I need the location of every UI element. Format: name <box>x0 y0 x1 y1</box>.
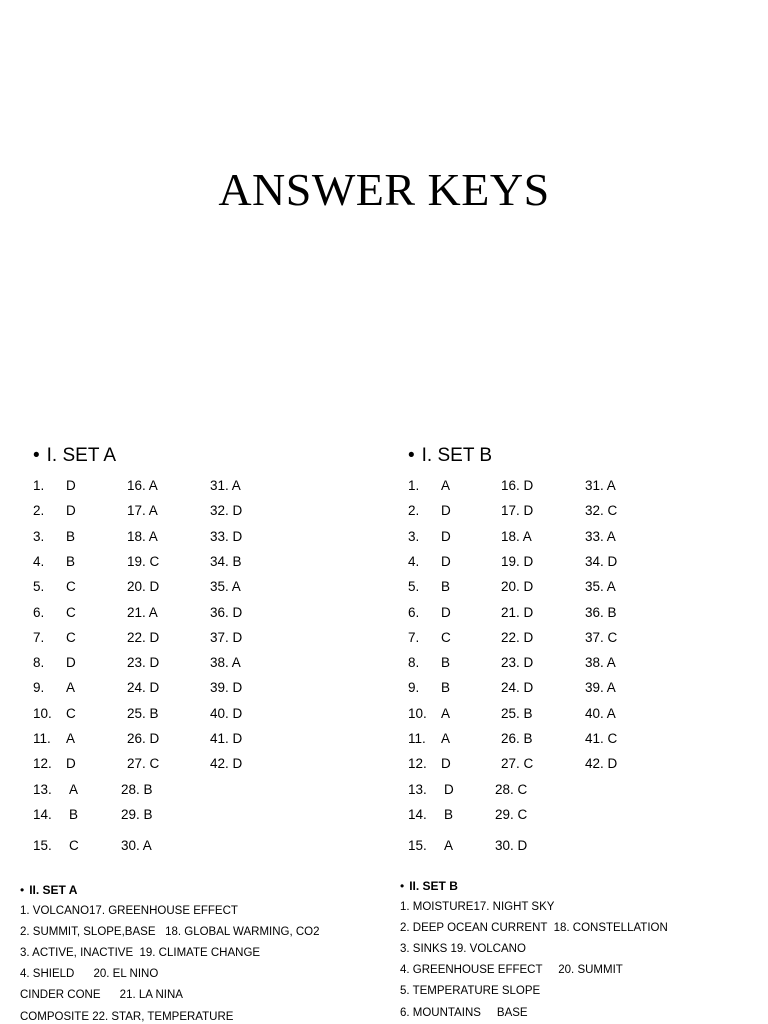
answer-item: 31. A <box>585 478 616 493</box>
answer-letter: C <box>69 838 79 853</box>
answer-number: 8. <box>408 655 420 671</box>
answer-number: 1. <box>33 478 45 493</box>
answer-number: 7. <box>408 629 420 645</box>
page-title: ANSWER KEYS <box>218 164 550 215</box>
answer-item: 38. A <box>585 655 616 671</box>
answer-item: 42. D <box>585 756 618 772</box>
answer-letter: C <box>66 629 76 645</box>
answer-number: 15. <box>33 838 52 853</box>
set-b-part2-heading: • II. SET B <box>400 879 458 893</box>
answer-item: 16. D <box>501 478 534 493</box>
answer-number: 3. <box>408 528 420 544</box>
term-line: CINDER CONE 21. LA NINA <box>20 989 183 1002</box>
answer-item: 22. D <box>501 629 534 645</box>
answer-letter: A <box>441 705 451 721</box>
term-line: 1. MOISTURE17. NIGHT SKY <box>400 901 555 913</box>
answer-number: 13. <box>408 781 427 797</box>
answer-letter: B <box>69 806 79 822</box>
answer-number: 15. <box>408 838 427 853</box>
answer-letter: A <box>69 781 79 797</box>
answer-item: 23. D <box>127 655 160 671</box>
answer-letter: D <box>66 478 76 493</box>
answer-item: 34. D <box>585 553 618 569</box>
answer-letter: B <box>66 528 76 544</box>
answer-number: 14. <box>408 806 427 822</box>
answer-letter: D <box>441 528 451 544</box>
answer-item: 29. B <box>121 806 153 822</box>
answer-item: 31. A <box>210 478 241 493</box>
answer-number: 10. <box>408 705 427 721</box>
answer-letter: C <box>66 604 76 620</box>
answer-item: 29. C <box>495 806 528 822</box>
term-line: 1. VOLCANO17. GREENHOUSE EFFECT <box>20 905 238 917</box>
term-line: 5. TEMPERATURE SLOPE <box>400 985 541 998</box>
term-line: COMPOSITE 22. STAR, TEMPERATURE <box>20 1010 234 1023</box>
answer-item: 39. D <box>210 680 243 696</box>
answer-letter: B <box>441 680 451 696</box>
answer-number: 14. <box>33 806 52 822</box>
term-line: 4. SHIELD 20. EL NINO <box>20 968 159 981</box>
term-line: 6. MOUNTAINS BASE <box>400 1006 528 1019</box>
answer-letter: B <box>441 655 451 671</box>
answer-item: 39. A <box>585 680 616 696</box>
answer-number: 5. <box>33 579 45 595</box>
answer-number: 10. <box>33 705 52 721</box>
answer-item: 30. A <box>121 838 152 853</box>
answer-item: 38. A <box>210 655 241 671</box>
answer-letter: C <box>441 629 451 645</box>
set-b-heading: • I. SET B <box>408 445 493 466</box>
answer-letter: D <box>66 503 76 519</box>
answer-letter: B <box>444 806 454 822</box>
answer-letter: A <box>66 680 76 696</box>
bullet-icon: • <box>20 883 25 897</box>
answer-number: 3. <box>33 528 45 544</box>
answer-item: 21. A <box>127 604 158 620</box>
answer-item: 36. B <box>585 604 617 620</box>
bullet-icon: • <box>400 879 405 893</box>
answer-item: 40. D <box>210 705 243 721</box>
answer-number: 2. <box>408 503 420 519</box>
answer-item: 42. D <box>210 756 243 772</box>
answer-item: 18. A <box>501 528 532 544</box>
answer-item: 26. D <box>127 731 160 746</box>
answer-letter: D <box>444 781 454 797</box>
answer-item: 28. B <box>121 781 153 797</box>
answer-letter: A <box>66 731 76 746</box>
answer-number: 12. <box>408 756 427 772</box>
answer-letter: B <box>66 553 76 569</box>
answer-item: 28. C <box>495 781 528 797</box>
answer-item: 19. D <box>501 553 534 569</box>
term-line: 2. DEEP OCEAN CURRENT 18. CONSTELLATION <box>400 922 668 935</box>
answer-item: 35. A <box>585 579 616 595</box>
answer-item: 17. A <box>127 503 158 519</box>
answer-item: 27. C <box>501 756 534 772</box>
term-line: 2. SUMMIT, SLOPE,BASE 18. GLOBAL WARMING, CO2 <box>20 926 320 939</box>
answer-letter: D <box>441 503 451 519</box>
answer-letter: C <box>66 579 76 595</box>
answer-number: 13. <box>33 781 52 797</box>
answer-item: 32. C <box>585 503 618 519</box>
answer-number: 4. <box>408 553 420 569</box>
answer-item: 24. D <box>501 680 534 696</box>
answer-letter: A <box>441 478 451 493</box>
answer-letter: D <box>441 553 451 569</box>
answer-letter: A <box>441 731 451 746</box>
answer-number: 2. <box>33 503 45 519</box>
answer-item: 33. A <box>585 528 616 544</box>
answer-item: 37. C <box>585 629 618 645</box>
answer-item: 25. B <box>127 705 159 721</box>
answer-item: 41. C <box>585 731 618 746</box>
bullet-icon: • <box>33 445 40 466</box>
answer-item: 27. C <box>127 756 160 772</box>
answer-number: 4. <box>33 553 45 569</box>
answer-item: 41. D <box>210 731 243 746</box>
answer-number: 6. <box>33 604 45 620</box>
term-line: 3. ACTIVE, INACTIVE 19. CLIMATE CHANGE <box>20 947 261 960</box>
answer-item: 33. D <box>210 528 243 544</box>
set-a-part2-heading: • II. SET A <box>20 883 78 897</box>
answer-item: 32. D <box>210 503 243 519</box>
set-a-heading: • I. SET A <box>33 445 117 466</box>
answer-number: 11. <box>33 731 51 746</box>
term-line: 4. GREENHOUSE EFFECT 20. SUMMIT <box>400 964 623 977</box>
term-line: 3. SINKS 19. VOLCANO <box>400 943 526 956</box>
answer-item: 40. A <box>585 705 616 721</box>
answer-item: 24. D <box>127 680 160 696</box>
answer-number: 12. <box>33 756 52 772</box>
answer-number: 7. <box>33 629 45 645</box>
answer-item: 19. C <box>127 553 160 569</box>
answer-number: 5. <box>408 579 420 595</box>
answer-item: 22. D <box>127 629 160 645</box>
answer-number: 9. <box>33 680 45 696</box>
answer-letter: D <box>441 756 451 772</box>
bullet-icon: • <box>408 445 415 466</box>
answer-item: 26. B <box>501 731 533 746</box>
answer-letter: A <box>444 838 454 853</box>
answer-item: 23. D <box>501 655 534 671</box>
answer-item: 37. D <box>210 629 243 645</box>
answer-item: 20. D <box>501 579 534 595</box>
answer-number: 8. <box>33 655 45 671</box>
answer-item: 21. D <box>501 604 534 620</box>
answer-item: 34. B <box>210 553 242 569</box>
answer-number: 1. <box>408 478 420 493</box>
answer-item: 36. D <box>210 604 243 620</box>
answer-number: 11. <box>408 731 426 746</box>
answer-item: 35. A <box>210 579 241 595</box>
answer-letter: C <box>66 705 76 721</box>
answer-item: 25. B <box>501 705 533 721</box>
answer-item: 16. A <box>127 478 158 493</box>
answer-item: 18. A <box>127 528 158 544</box>
answer-letter: D <box>66 655 76 671</box>
answer-letter: D <box>441 604 451 620</box>
answer-number: 6. <box>408 604 420 620</box>
answer-item: 30. D <box>495 838 528 853</box>
answer-item: 17. D <box>501 503 534 519</box>
answer-letter: B <box>441 579 451 595</box>
answer-letter: D <box>66 756 76 772</box>
answer-number: 9. <box>408 680 420 696</box>
answer-item: 20. D <box>127 579 160 595</box>
